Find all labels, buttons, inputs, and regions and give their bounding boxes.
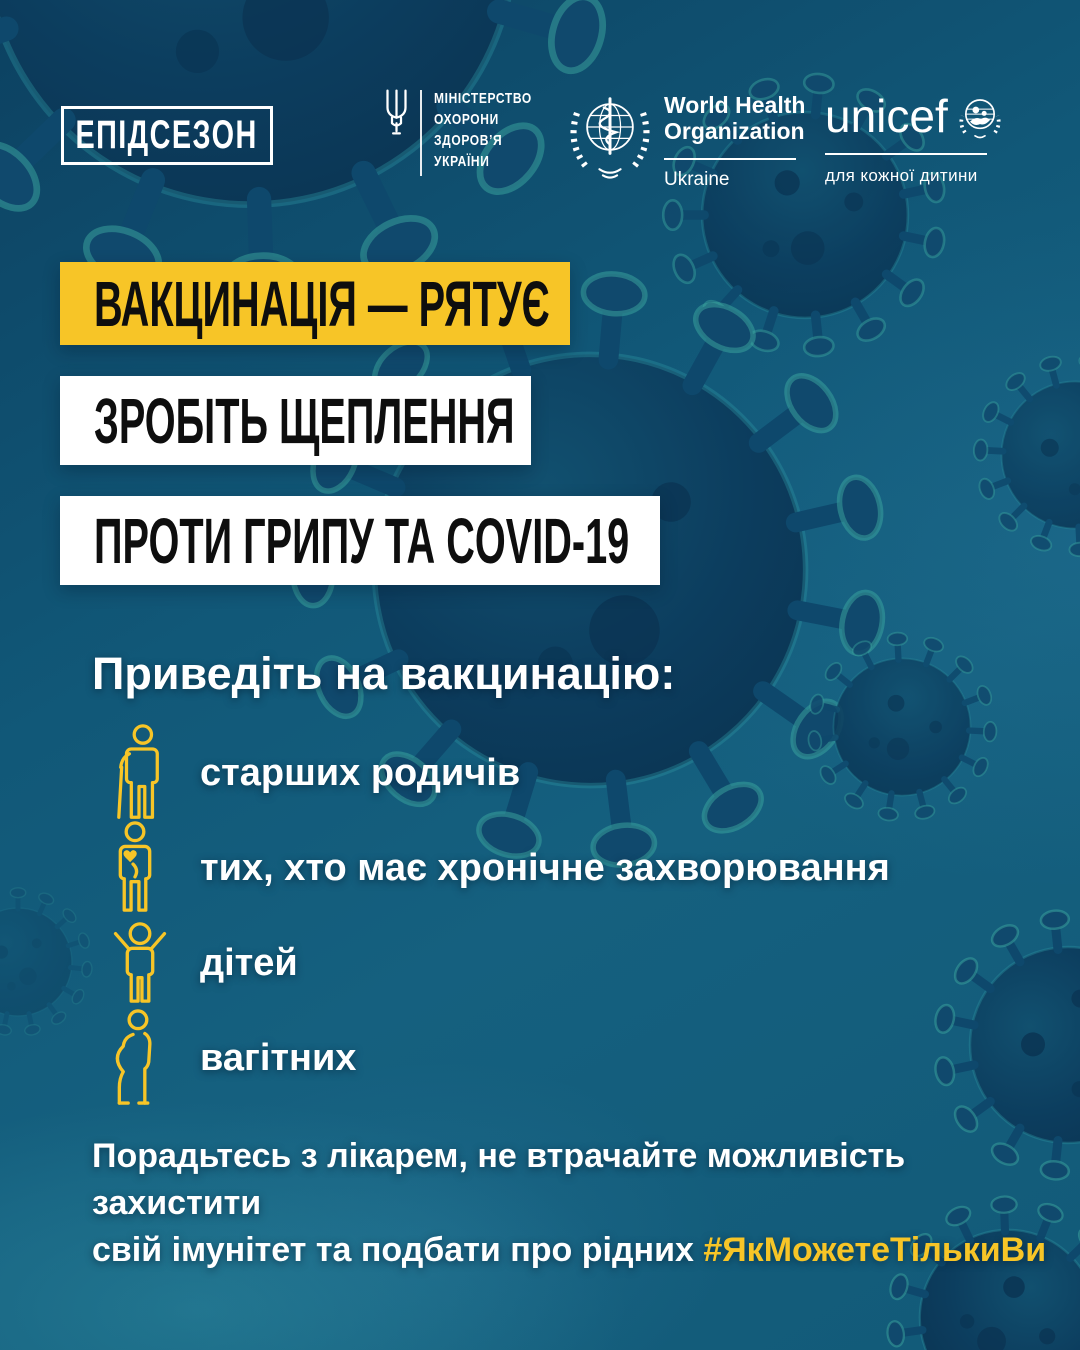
- unicef-wordmark: unicef: [825, 90, 948, 142]
- headline-line3: ПРОТИ ГРИПУ ТА COVID-19: [94, 504, 630, 577]
- unicef-tagline: для кожної дитини: [825, 166, 978, 185]
- headline-banner-get-vaccinated: [60, 376, 531, 465]
- footer-line2: [92, 1227, 1080, 1274]
- headline-line1: ВАКЦИНАЦІЯ — РЯТУЄ: [94, 267, 550, 340]
- list-item-label: старших родичів: [200, 751, 521, 794]
- list-item-elderly: [100, 726, 520, 820]
- unicef-logo: [825, 90, 1005, 186]
- list-item-chronic: [100, 821, 890, 915]
- list-title: Приведіть на вакцинацію:: [92, 648, 676, 699]
- who-emblem-icon: [566, 88, 654, 180]
- list-item-pregnant: [100, 1011, 356, 1105]
- trident-icon: [383, 88, 410, 136]
- epidsezon-label: ЕПІДСЕЗОН: [75, 113, 259, 157]
- pregnant-woman-icon: [108, 1009, 164, 1107]
- unicef-emblem-icon: [955, 94, 1005, 146]
- headline-banner-flu-covid: [60, 496, 660, 585]
- list-item-children: [100, 916, 298, 1010]
- child-icon: [108, 919, 172, 1007]
- who-name-line2: Organization: [664, 118, 805, 144]
- who-name-line1: World Health: [664, 92, 806, 118]
- footer-line1: Порадьтесь з лікарем, не втрачайте можливість захистити: [92, 1137, 906, 1222]
- footer-text: [92, 1133, 1080, 1274]
- moh-line: УКРАЇНИ: [434, 153, 490, 170]
- list-item-label: тих, хто має хронічне захворювання: [200, 846, 890, 889]
- moh-line: МІНІСТЕРСТВО: [434, 90, 532, 107]
- divider: [664, 158, 796, 160]
- moh-line: ОХОРОНИ: [434, 111, 499, 128]
- headline-line2: ЗРОБІТЬ ЩЕПЛЕННЯ: [94, 384, 515, 457]
- who-country: Ukraine: [664, 169, 730, 190]
- headline-banner-vaccination: [60, 262, 570, 345]
- epidsezon-badge: [61, 106, 273, 165]
- who-logo: [566, 88, 805, 191]
- list-item-label: вагітних: [200, 1036, 357, 1079]
- elderly-person-with-cane-icon: [108, 723, 170, 823]
- hashtag: #ЯкМожетеТількиВи: [703, 1231, 1047, 1269]
- moh-line: ЗДОРОВ’Я: [434, 132, 503, 149]
- list-item-label: дітей: [200, 941, 298, 984]
- moh-logo: [383, 88, 556, 176]
- footer-line2-prefix: свій імунітет та подбати про рідних: [92, 1231, 704, 1269]
- moh-name: [434, 88, 556, 172]
- divider: [420, 90, 422, 176]
- divider: [825, 153, 987, 155]
- who-name: [664, 92, 805, 144]
- person-with-heart-icon: [108, 821, 162, 915]
